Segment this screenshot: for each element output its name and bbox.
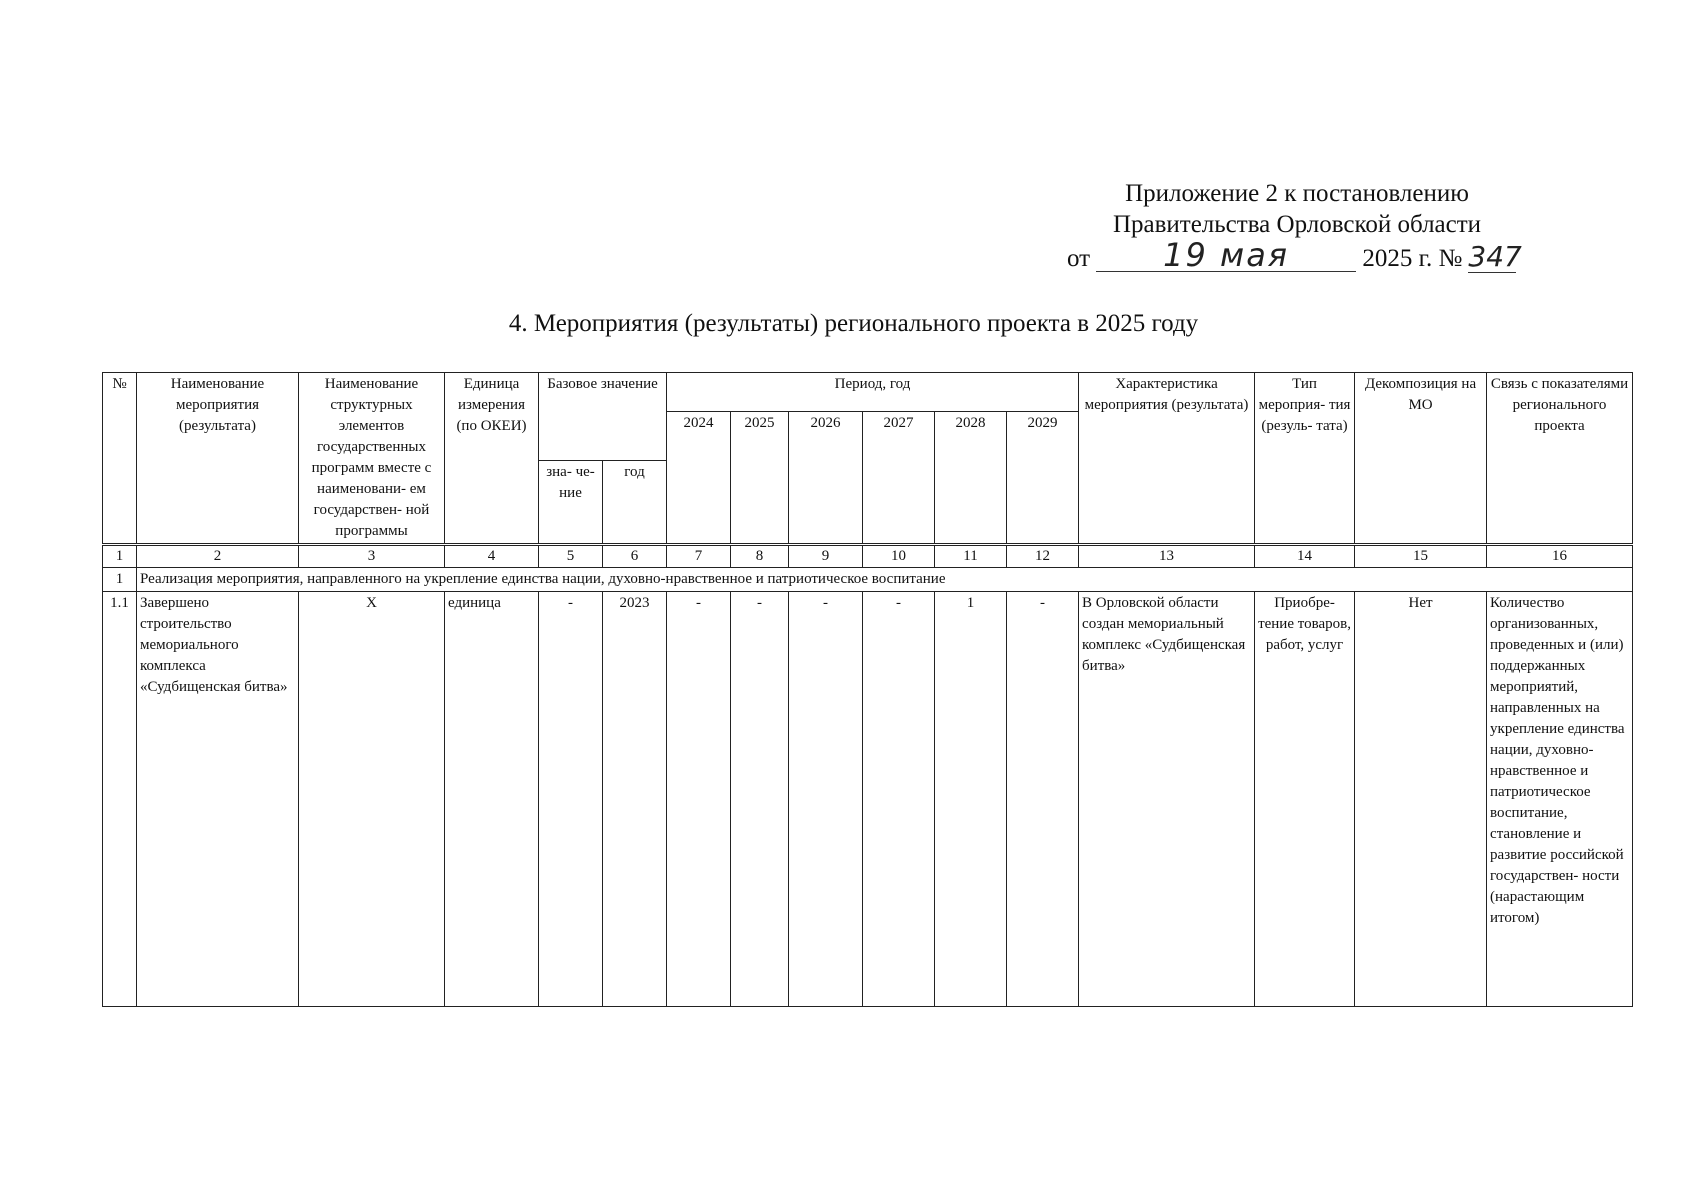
appendix-line-1: Приложение 2 к постановлению	[1125, 180, 1469, 207]
header-year-2028: 2028	[935, 412, 1007, 545]
date-prefix: от	[1067, 245, 1091, 272]
section-num: 1	[103, 568, 137, 592]
row-link: Количество организованных, проведенных и (или) поддержанных мероприятий, направленных на укрепление единства нации, духовно- нравственное и патриотическое воспитание, становление и развитие российской государствен- ности (нарастающим итогом)	[1487, 592, 1633, 1007]
appendix-line-2: Правительства Орловской области	[1112, 211, 1482, 238]
column-number: 4	[445, 545, 539, 568]
row-decomposition: Нет	[1355, 592, 1487, 1007]
column-number: 15	[1355, 545, 1487, 568]
column-number: 7	[667, 545, 731, 568]
column-number: 9	[789, 545, 863, 568]
row-characteristic: В Орловской области создан мемориальный комплекс «Судбищенская битва»	[1079, 592, 1255, 1007]
row-structural: X	[299, 592, 445, 1007]
header-base-value: зна- че- ние	[539, 461, 603, 545]
measures-table	[102, 372, 1633, 1007]
date-line	[1067, 236, 1527, 274]
table-row	[103, 592, 1633, 1007]
column-number: 1	[103, 545, 137, 568]
row-base-year: 2023	[603, 592, 667, 1007]
header-year-2029: 2029	[1007, 412, 1079, 545]
row-year-2024: -	[667, 592, 731, 1007]
header-name: Наименование мероприятия (результата)	[137, 373, 299, 545]
row-year-2025: -	[731, 592, 789, 1007]
column-number: 8	[731, 545, 789, 568]
header-decomposition: Декомпозиция на МО	[1355, 373, 1487, 545]
column-number: 10	[863, 545, 935, 568]
column-number: 3	[299, 545, 445, 568]
row-year-2027: -	[863, 592, 935, 1007]
header-base-year: год	[603, 461, 667, 545]
header-characteristic: Характеристика мероприятия (результата)	[1079, 373, 1255, 545]
row-year-2029: -	[1007, 592, 1079, 1007]
row-name: Завершено строительство мемориального комплекса «Судбищенская битва»	[137, 592, 299, 1007]
row-base-value: -	[539, 592, 603, 1007]
row-type: Приобре- тение товаров, работ, услуг	[1255, 592, 1355, 1007]
section-row	[103, 568, 1633, 592]
column-number: 11	[935, 545, 1007, 568]
header-link: Связь с показателями регионального проекта	[1487, 373, 1633, 545]
year-text: 2025 г. №	[1362, 245, 1463, 272]
column-number: 12	[1007, 545, 1079, 568]
header-unit: Единица измерения (по ОКЕИ)	[445, 373, 539, 545]
handwritten-number: 347	[1468, 240, 1522, 273]
column-number: 14	[1255, 545, 1355, 568]
header-year-2027: 2027	[863, 412, 935, 545]
document-title: 4. Мероприятия (результаты) регионального проекта в 2025 году	[508, 310, 1199, 337]
row-year-2026: -	[789, 592, 863, 1007]
row-year-2028: 1	[935, 592, 1007, 1007]
header-period: Период, год	[667, 373, 1079, 412]
appendix-header	[1067, 178, 1527, 274]
header-year-2026: 2026	[789, 412, 863, 545]
column-number: 16	[1487, 545, 1633, 568]
column-number-row	[103, 545, 1633, 568]
column-number: 5	[539, 545, 603, 568]
header-type: Тип мероприя- тия (резуль- тата)	[1255, 373, 1355, 545]
column-number: 13	[1079, 545, 1255, 568]
header-structural: Наименование структурных элементов государственных программ вместе с наименовани- ем государствен- ной программы	[299, 373, 445, 545]
header-year-2025: 2025	[731, 412, 789, 545]
column-number: 2	[137, 545, 299, 568]
column-number: 6	[603, 545, 667, 568]
header-num: №	[103, 373, 137, 545]
row-num: 1.1	[103, 592, 137, 1007]
handwritten-date: 19 мая	[1096, 240, 1356, 272]
header-year-2024: 2024	[667, 412, 731, 545]
section-title: Реализация мероприятия, направленного на укрепление единства нации, духовно-нравственное и патриотическое воспитание	[137, 568, 1633, 592]
header-base: Базовое значение	[539, 373, 667, 461]
row-unit: единица	[445, 592, 539, 1007]
